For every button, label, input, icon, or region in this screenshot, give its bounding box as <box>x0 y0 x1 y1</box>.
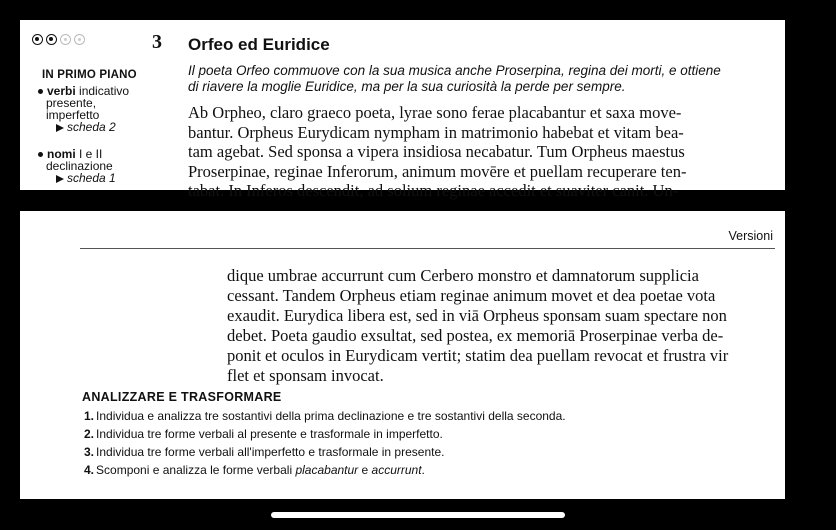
bottom-page-fragment <box>20 211 785 499</box>
exercise-text: Scomponi e analizza le forme verbali <box>96 463 296 477</box>
scheda-link-label: scheda 2 <box>67 120 116 134</box>
latin-text-bottom <box>227 266 728 386</box>
scheda-link-label: scheda 1 <box>67 171 116 185</box>
scheda-link[interactable] <box>38 121 129 133</box>
level-dot-icon <box>46 34 57 45</box>
exercise-number: 1. <box>84 409 95 423</box>
chapter-title: Orfeo ed Euridice <box>188 35 330 54</box>
chapter-number: 3 <box>152 31 162 53</box>
exercise-item <box>84 407 566 425</box>
level-indicator <box>32 34 85 45</box>
exercise-italic-term: accurrunt <box>371 463 422 477</box>
home-indicator[interactable] <box>271 512 565 518</box>
latin-line: Ab Orpheo, claro graeco poeta, lyrae sono ferae placabantur et saxa move- <box>188 103 682 122</box>
latin-line: cessant. Tandem Orpheus etiam reginae animum movet et dea poetae vota <box>227 286 716 305</box>
latin-line: tam agebat. Sed sponsa a vipera insidiosa necabatur. Tum Orpheus maestus <box>188 142 685 161</box>
exercise-text: Individua e analizza tre sostantivi della prima declinazione e tre sostantivi della seconda. <box>96 409 566 423</box>
exercise-item <box>84 425 566 443</box>
latin-line: dique umbrae accurrunt cum Cerbero monstro et damnatorum supplicia <box>227 266 699 285</box>
sidebar-item-text: indicativo <box>75 84 130 98</box>
latin-line: flet et sponsam invocat. <box>227 366 384 385</box>
sidebar-item-nomi <box>38 148 116 184</box>
level-dot-faded-icon <box>74 34 85 45</box>
latin-line: Proserpinae, reginae Inferorum, animum movēre et puellam recuperare ten- <box>188 161 687 181</box>
intro-line: di riavere la moglie Euridice, ma per la sua curiosità la perde per sempre. <box>188 79 626 94</box>
sidebar-item-text: I e II <box>75 147 103 161</box>
exercise-text: . <box>421 463 425 477</box>
latin-line: bantur. Orpheus Eurydicam nympham in matrimonio habebat et vitam bea- <box>188 122 684 142</box>
latin-line: exaudit. Eurydica libera est, sed in viā Orpheus sponsam suam spectare non <box>227 306 727 325</box>
level-dot-icon <box>32 34 43 45</box>
latin-text-top <box>188 103 770 201</box>
bullet-icon <box>38 152 43 157</box>
exercise-number: 2. <box>84 427 95 441</box>
level-dot-faded-icon <box>60 34 71 45</box>
header-divider <box>80 248 775 249</box>
latin-line: tabat. In Inferos descendit, ad solium reginae accedit et suaviter canit. Un- <box>188 181 679 200</box>
exercise-text: e <box>358 463 372 477</box>
sidebar-item-sub: declinazione <box>46 159 113 173</box>
chapter-intro <box>188 63 770 95</box>
sidebar-heading: IN PRIMO PIANO <box>42 69 137 81</box>
sidebar-item-bold: nomi <box>47 147 76 161</box>
exercise-heading: ANALIZZARE E TRASFORMARE <box>82 390 282 404</box>
exercise-text: Individua tre forme verbali all'imperfetto e trasformale in presente. <box>96 445 445 459</box>
exercise-item <box>84 443 566 461</box>
arrow-right-icon <box>56 124 64 132</box>
section-label: Versioni <box>728 229 773 243</box>
sidebar-item-bold: verbi <box>47 84 76 98</box>
exercise-italic-term: placabantur <box>295 463 359 477</box>
exercise-text: Individua tre forme verbali al presente e trasformale in imperfetto. <box>96 427 443 441</box>
sidebar-item-sub: imperfetto <box>46 108 100 122</box>
exercise-list <box>84 407 566 479</box>
sidebar-item-verbi <box>38 85 129 133</box>
top-page-fragment <box>20 20 785 200</box>
bullet-icon <box>38 89 43 94</box>
exercise-number: 4. <box>84 463 95 477</box>
arrow-right-icon <box>56 175 64 183</box>
intro-line: Il poeta Orfeo commuove con la sua musica anche Proserpina, regina dei morti, e ottiene <box>188 63 721 78</box>
exercise-number: 3. <box>84 445 95 459</box>
sidebar-item-sub: presente, <box>46 96 97 110</box>
latin-line: debet. Poeta gaudio exsultat, sed postea, ex memoriā Proserpinae verba de- <box>227 326 724 345</box>
latin-line: ponit et oculos in Eurydicam vertit; statim dea puellam revocat et frustra vir <box>227 346 729 365</box>
exercise-item <box>84 461 566 479</box>
scheda-link[interactable] <box>38 172 116 184</box>
